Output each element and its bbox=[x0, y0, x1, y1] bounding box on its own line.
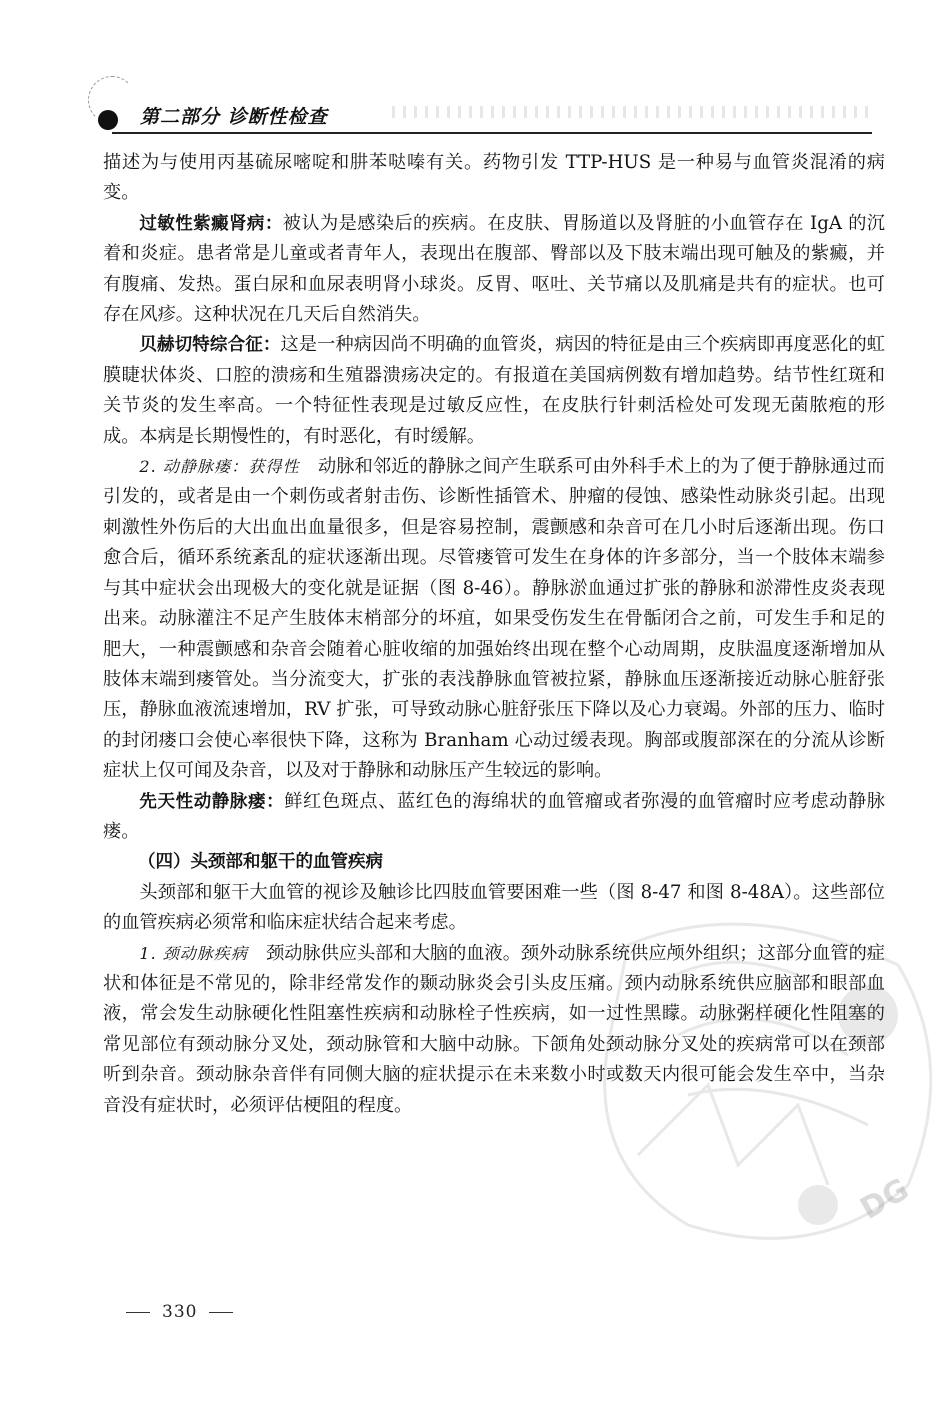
paragraph bbox=[103, 330, 885, 452]
header-bullet-icon bbox=[98, 110, 118, 130]
paragraph bbox=[103, 939, 885, 1121]
paragraph bbox=[103, 209, 885, 331]
paragraph-text: 颈动脉供应头部和大脑的血液。颈外动脉系统供应颅外组织；这部分血管的症状和体征是不常见的，除非经常发作的颞动脉炎会引头皮压痛。颈内动脉系统供应脑部和眼部血液，常会发生动脉硬化性阻塞性疾病和动脉栓子性疾病，如一过性黑矇。动脉粥样硬化性阻塞的常见部位有颈动脉分叉处，颈动脉管和大脑中动脉。下颌角处颈动脉分叉处的疾病常可以在颈部听到杂音。颈动脉杂音伴有同侧大脑的症状提示在未来数小时或数天内很可能会发生卒中，当杂音没有症状时，必须评估梗阻的程度。 bbox=[103, 942, 885, 1116]
paragraph-text: 描述为与使用丙基硫尿嘧啶和肼苯哒嗪有关。药物引发 TTP-HUS 是一种易与血管炎混淆的病变。 bbox=[103, 152, 885, 204]
paragraph bbox=[103, 787, 885, 848]
header-scan-noise bbox=[392, 106, 872, 118]
paragraph bbox=[103, 878, 885, 939]
section-header-title: 第二部分 诊断性检查 bbox=[140, 106, 328, 128]
subsection-label: 1. 颈动脉疾病 bbox=[139, 943, 248, 963]
body-text bbox=[103, 148, 885, 1121]
footer-dash-right bbox=[209, 1312, 233, 1313]
watermark-text: DG bbox=[854, 1171, 915, 1227]
header-rule bbox=[112, 132, 872, 134]
paragraph-text: 这是一种病因尚不明确的血管炎，病因的特征是由三个疾病即再度恶化的虹膜睫状体炎、口腔的溃疡和生殖器溃疡决定的。有报道在美国病例数有增加趋势。结节性红斑和关节炎的发生率高。一个特征性表现是过敏反应性，在皮肤行针刺活检处可发现无菌脓疱的形成。本病是长期慢性的，有时恶化，有时缓解。 bbox=[103, 334, 885, 447]
term-heading: 过敏性紫癜肾病： bbox=[139, 213, 283, 234]
subsection-label: 2. 动静脉瘘：获得性 bbox=[139, 457, 300, 477]
footer-dash-left bbox=[126, 1312, 150, 1313]
term-heading: 先天性动静脉瘘： bbox=[139, 791, 285, 812]
paragraph-text: 鲜红色斑点、蓝红色的海绵状的血管瘤或者弥漫的血管瘤时应考虑动静脉瘘。 bbox=[103, 790, 885, 842]
page-footer bbox=[114, 1302, 245, 1322]
paragraph bbox=[103, 148, 885, 209]
paragraph bbox=[103, 452, 885, 786]
paragraph-text: 动脉和邻近的静脉之间产生联系可由外科手术上的为了便于静脉通过而引发的，或者是由一个刺伤或者射击伤、诊断性插管术、肿瘤的侵蚀、感染性动脉炎引起。出现刺激性外伤后的大出血出血量很多，但是容易控制，震颤感和杂音可在几小时后逐渐出现。伤口愈合后，循环系统紊乱的症状逐渐出现。尽管瘘管可发生在身体的许多部分，当一个肢体末端参与其中症状会出现极大的变化就是证据（图 8-46）。静脉淤血通过扩张的静脉和淤滞性皮炎表现出来。动脉灌注不足产生肢体末梢部分的坏疽，如果受伤发生在骨骺闭合之前，可发生手和足的肥大，一种震颤感和杂音会随着心脏收缩的加强始终出现在整个心动周期，皮肤温度逐渐增加从肢体末端到瘘管处。当分流变大，扩张的表浅静脉血管被拉紧，静脉血压逐渐接近动脉心脏舒张压，静脉血液流速增加，RV 扩张，可导致动脉心脏舒张压下降以及心力衰竭。外部的压力、临时的封闭瘘口会使心率很快下降，这称为 Branham 心动过缓表现。胸部或腹部深在的分流从诊断症状上仅可闻及杂音，以及对于静脉和动脉压产生较远的影响。 bbox=[103, 456, 885, 782]
paragraph-text: 被认为是感染后的疾病。在皮肤、胃肠道以及肾脏的小血管存在 IgA 的沉着和炎症。患者常是儿童或者青年人，表现出在腹部、臀部以及下肢末端出现可触及的紫癜，并有腹痛、发热。蛋白尿和血尿表明肾小球炎。反胃、呕吐、关节痛以及肌痛是共有的症状。也可存在风疹。这种状况在几天后自然消失。 bbox=[103, 212, 885, 326]
page-number: 330 bbox=[162, 1302, 198, 1322]
section-heading: （四）头颈部和躯干的血管疾病 bbox=[138, 852, 383, 873]
term-heading: 贝赫切特综合征： bbox=[139, 335, 281, 356]
running-header bbox=[92, 96, 892, 136]
paragraph-text: 头颈部和躯干大血管的视诊及触诊比四肢血管要困难一些（图 8-47 和图 8-48A）。这些部位的血管疾病必须常和临床症状结合起来考虑。 bbox=[103, 881, 885, 934]
